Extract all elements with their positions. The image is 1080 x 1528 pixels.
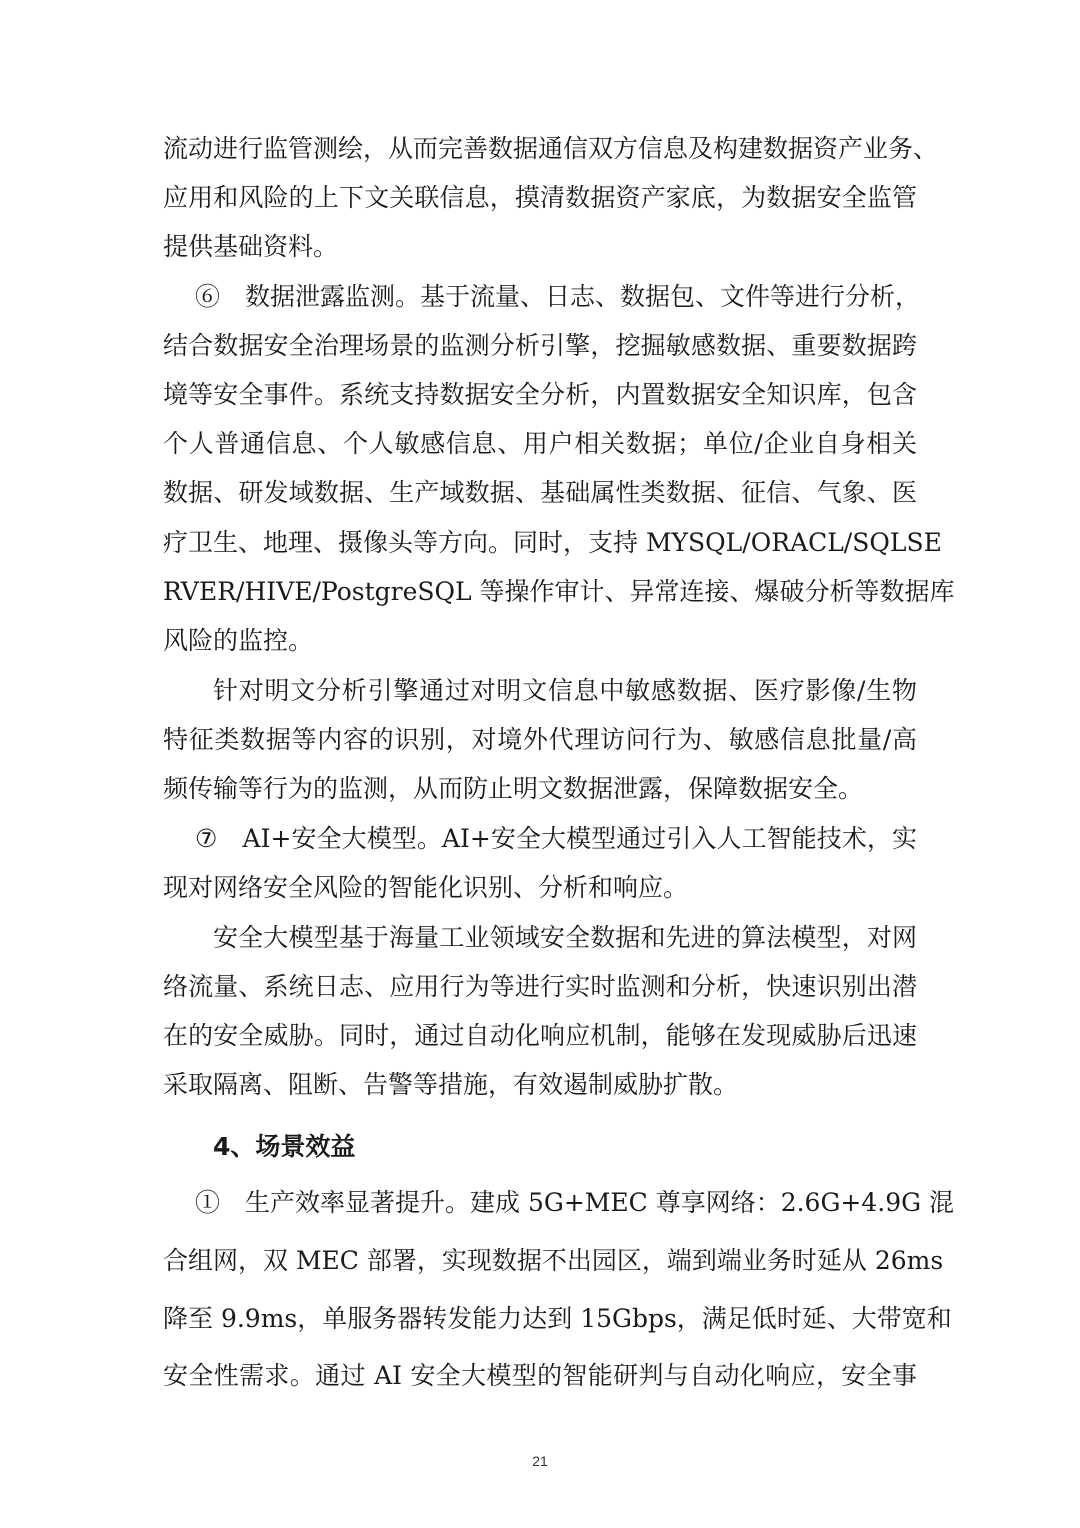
body-line: 现对网络安全风险的智能化识别、分析和响应。 [163,873,689,902]
body-line: 降至 9.9ms，单服务器转发能力达到 15Gbps，满足低时延、大带宽和 [163,1304,952,1333]
body-line: 疗卫生、地理、摄像头等方向。同时，支持 MYSQL/ORACL/SQLSE [163,528,942,557]
list-item-6-first-line: ⑥ 数据泄露监测。基于流量、日志、数据包、文件等进行分析， [195,282,921,311]
body-line: RVER/HIVE/PostgreSQL 等操作审计、异常连接、爆破分析等数据库 [163,577,955,606]
body-line: 应用和风险的上下文关联信息，摸清数据资产家底，为数据安全监管 [163,183,917,212]
paragraph-first-line: 针对明文分析引擎通过对明文信息中敏感数据、医疗影像/生物 [213,676,917,705]
body-line: 安全性需求。通过 AI 安全大模型的智能研判与自动化响应，安全事 [163,1361,917,1390]
body-line: 个人普通信息、个人敏感信息、用户相关数据；单位/企业自身相关 [163,429,917,458]
body-line: 风险的监控。 [163,626,314,655]
body-line: 频传输等行为的监测，从而防止明文数据泄露，保障数据安全。 [163,774,864,803]
body-line: 特征类数据等内容的识别，对境外代理访问行为、敏感信息批量/高 [163,725,917,754]
body-line: 流动进行监管测绘，从而完善数据通信双方信息及构建数据资产业务、 [163,134,939,163]
body-line: 采取隔离、阻断、告警等措施，有效遏制威胁扩散。 [163,1070,739,1099]
body-line: 境等安全事件。系统支持数据安全分析，内置数据安全知识库，包含 [163,380,917,409]
body-line: 数据、研发域数据、生产域数据、基础属性类数据、征信、气象、医 [163,478,917,507]
body-line: 络流量、系统日志、应用行为等进行实时监测和分析，快速识别出潜 [163,972,917,1001]
body-line: 结合数据安全治理场景的监测分析引擎，挖掘敏感数据、重要数据跨 [163,331,917,360]
list-item-7-first-line: ⑦ AI+安全大模型。AI+安全大模型通过引入人工智能技术，实 [195,824,917,853]
body-line: 在的安全威胁。同时，通过自动化响应机制，能够在发现威胁后迅速 [163,1021,917,1050]
list-item-1-first-line: ① 生产效率显著提升。建成 5G+MEC 尊享网络：2.6G+4.9G 混 [195,1188,955,1217]
section-heading: 4、场景效益 [213,1132,356,1161]
page-number: 21 [532,1453,548,1469]
body-line: 合组网，双 MEC 部署，实现数据不出园区，端到端业务时延从 26ms [163,1246,944,1275]
body-line: 提供基础资料。 [163,232,339,261]
paragraph-first-line: 安全大模型基于海量工业领域安全数据和先进的算法模型，对网 [213,923,917,952]
